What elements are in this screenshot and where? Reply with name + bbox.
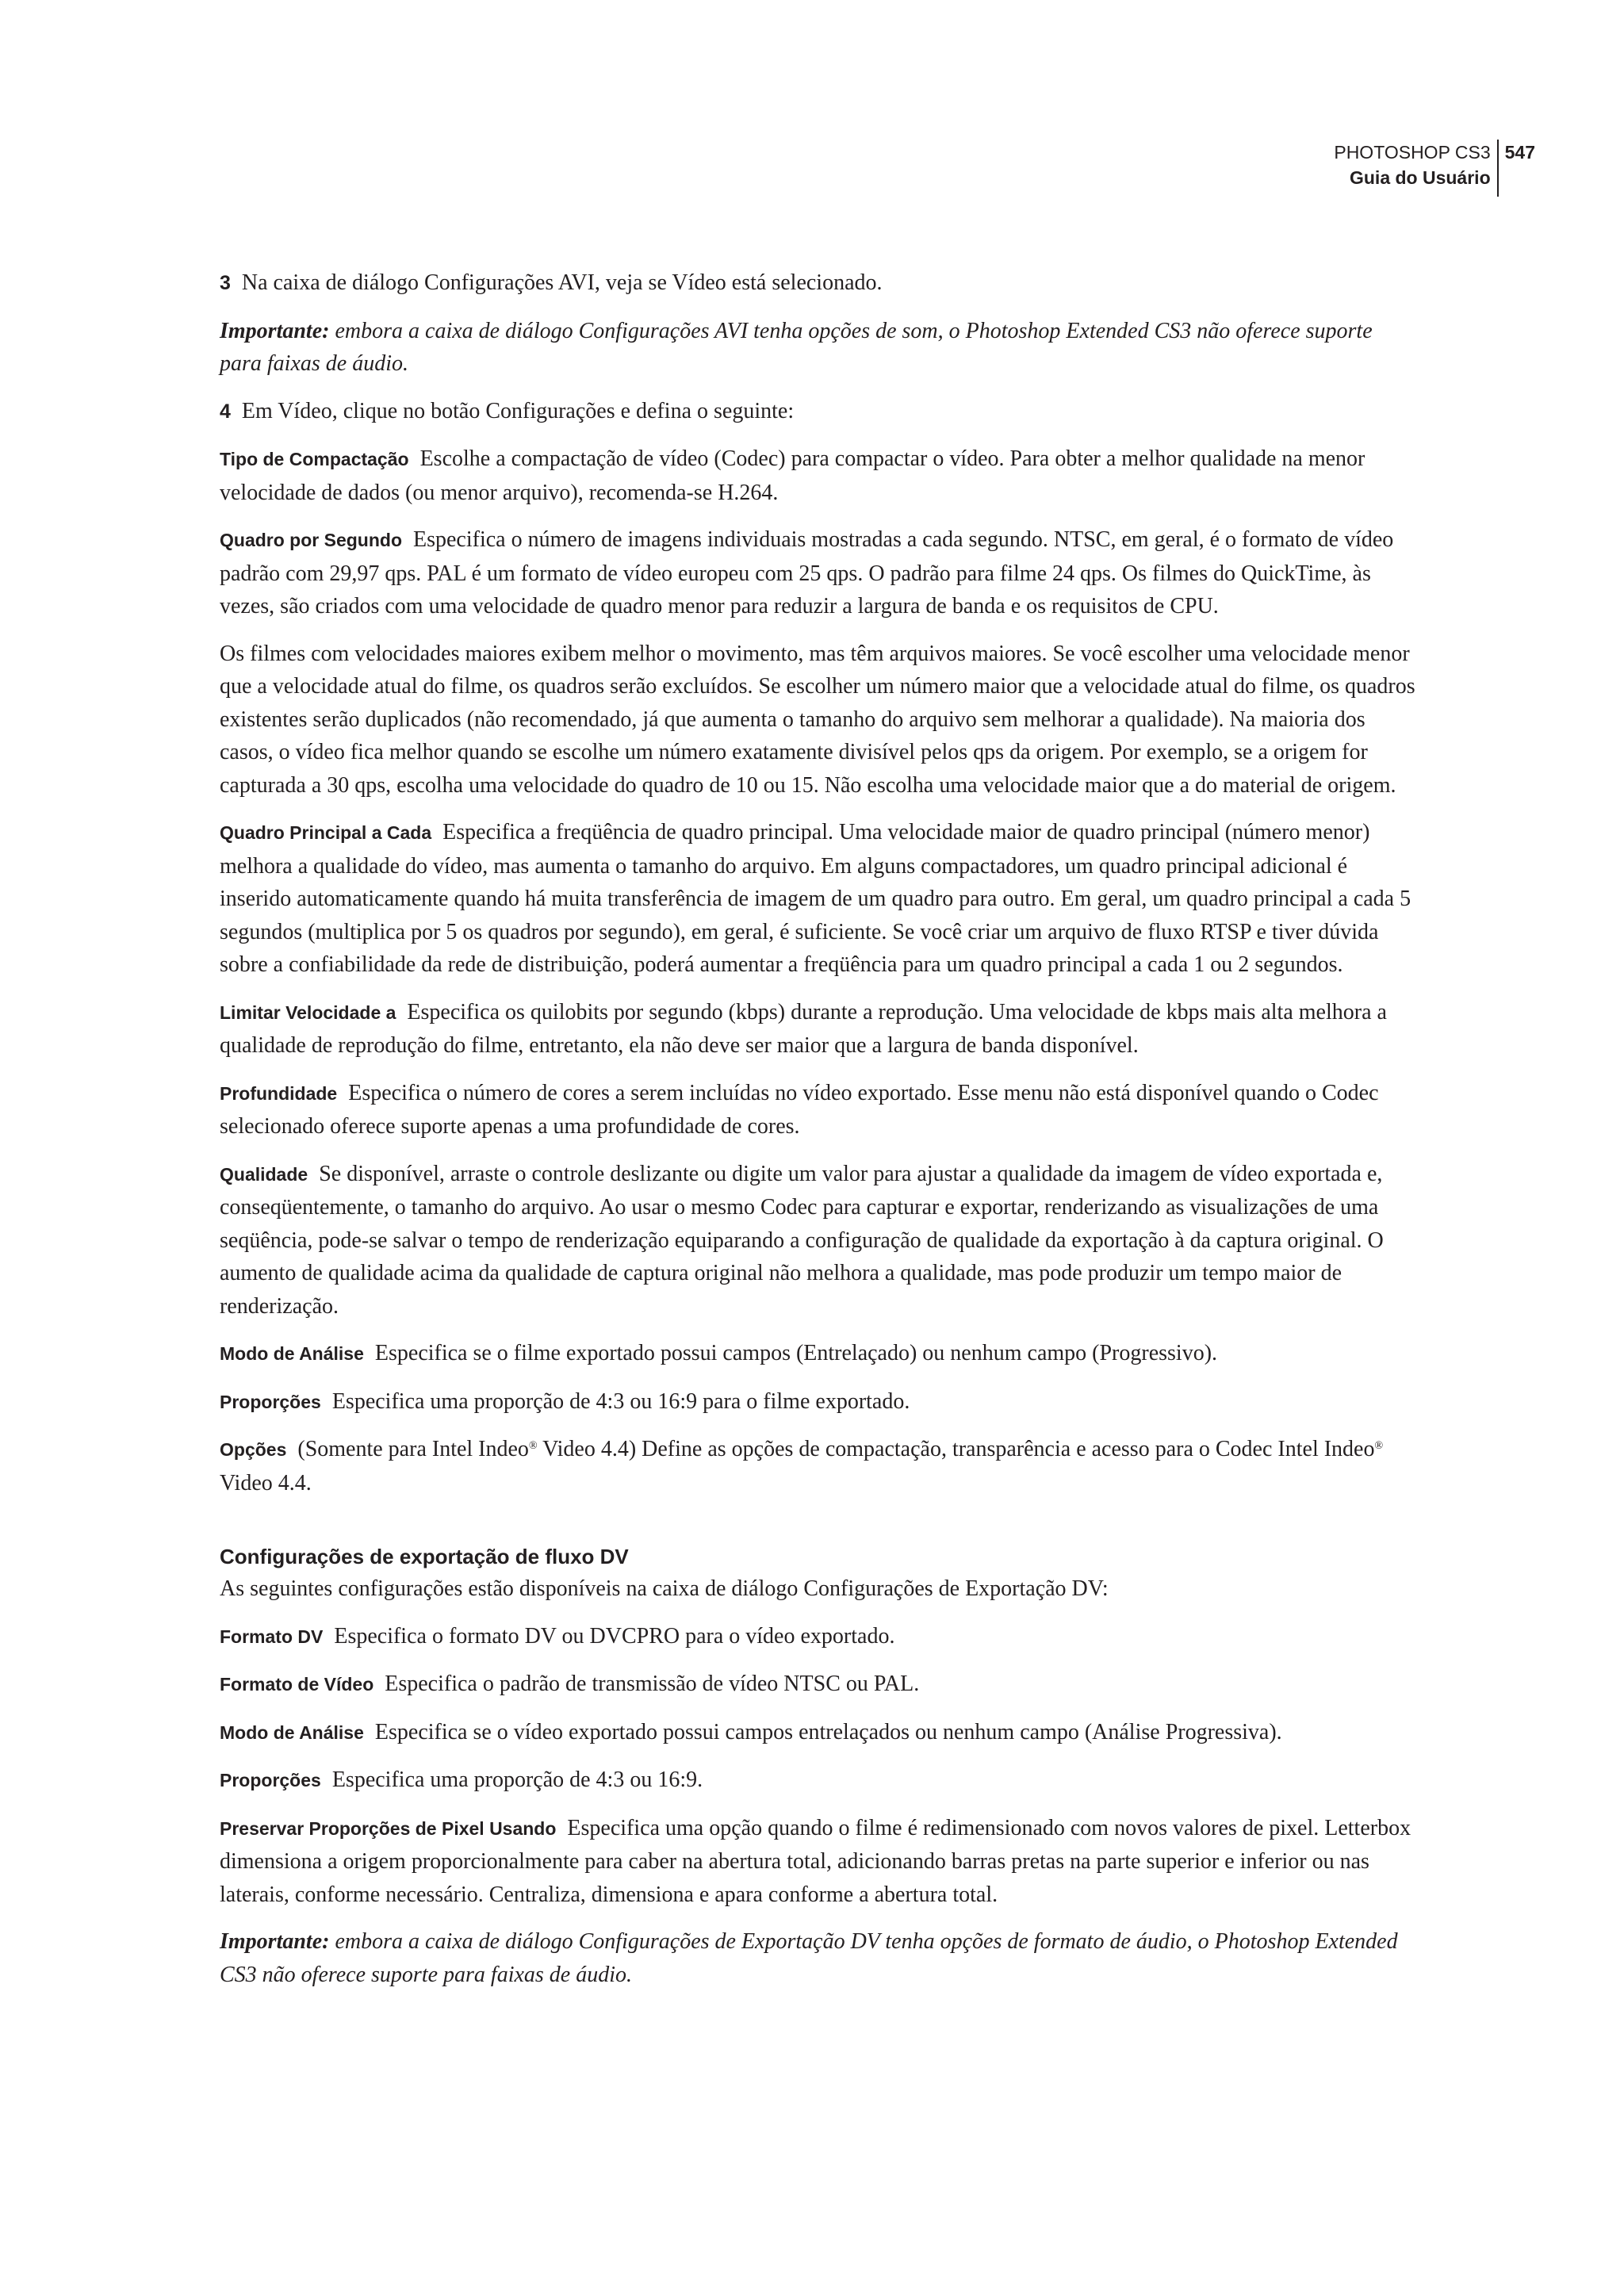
- page-number: 547: [1504, 142, 1535, 163]
- definition-term: Limitar Velocidade a: [220, 1001, 396, 1023]
- definition-item: [220, 1812, 1419, 1912]
- definition-text: Os filmes com velocidades maiores exibem melhor o movimento, mas têm arquivos maiores. Se você escolher uma velocidade menor que a velocidade atual do filme, os quadros serão excluídos. Se escolher um número maior que a velocidade atual do filme, os quadros existentes serão duplicados (não recomendado, já que aumenta o tamanho do arquivo sem melhorar a qualidade). Na maioria dos casos, o vídeo fica melhor quando se escolhe um número exatamente divisível pelos qps da origem. Por exemplo, se a origem for capturada a 30 qps, escolha uma velocidade do quadro de 10 ou 15. Não escolha uma velocidade maior que a do material de origem.: [220, 641, 1415, 798]
- step-4: [220, 395, 1419, 429]
- definition-item: [220, 1716, 1419, 1750]
- definition-text: Especifica uma proporção de 4:3 ou 16:9.: [331, 1767, 703, 1792]
- definition-text: Especifica uma proporção de 4:3 ou 16:9 para o filme exportado.: [331, 1388, 910, 1414]
- definition-item: [220, 1337, 1419, 1371]
- definition-item: [220, 1764, 1419, 1798]
- important-label: Importante:: [220, 318, 330, 343]
- important-note-avi: [220, 315, 1419, 381]
- definition-text: Escolhe a compactação de vídeo (Codec) para compactar o vídeo. Para obter a melhor qualidade na menor velocidade de dados (ou menor arquivo), recomenda-se H.264.: [220, 446, 1365, 505]
- registered-mark: ®: [1374, 1440, 1384, 1452]
- definition-item: [220, 1158, 1419, 1323]
- step-3: [220, 266, 1419, 301]
- header-titles: [1334, 140, 1496, 197]
- definition-item: [220, 996, 1419, 1063]
- definition-term: Proporções: [220, 1391, 321, 1412]
- definition-text: Especifica os quilobits por segundo (kbps) durante a reprodução. Uma velocidade de kbps mais alta melhora a qualidade de reprodução do filme, entretanto, ela não deve ser maior que a largura de banda disponível.: [220, 999, 1387, 1058]
- definition-item: [220, 1620, 1419, 1654]
- definition-term: Tipo de Compactação: [220, 449, 409, 469]
- definition-text: Especifica a freqüência de quadro principal. Uma velocidade maior de quadro principal (número menor) melhora a qualidade do vídeo, mas aumenta o tamanho do arquivo. Em alguns compactadores, um quadro principal adicional é inserido automaticamente quando há muita transferência de imagem de um quadro para outro. Em geral, um quadro principal a cada 5 segundos (multiplica por 5 os quadros por segundo), em geral, é suficiente. Se você criar um arquivo de fluxo RTSP e tiver dúvida sobre a confiabilidade da rede de distribuição, poderá aumentar a freqüência para um quadro principal a cada 1 ou 2 segundos.: [220, 820, 1411, 977]
- definition-term: Modo de Análise: [220, 1721, 364, 1743]
- definition-term: Profundidade: [220, 1082, 338, 1104]
- definition-item: [220, 1668, 1419, 1702]
- definition-item: [220, 1385, 1419, 1419]
- step-4-number: 4: [220, 400, 231, 423]
- definition-text: Especifica se o filme exportado possui campos (Entrelaçado) ou nenhum campo (Progressivo).: [374, 1341, 1218, 1365]
- definition-text: Especifica o número de cores a serem incluídas no vídeo exportado. Esse menu não está disponível quando o Codec selecionado oferece suporte apenas a uma profundidade de cores.: [220, 1080, 1379, 1139]
- definition-term: Formato DV: [220, 1626, 324, 1647]
- important-text: embora a caixa de diálogo Configurações de Exportação DV tenha opções de formato de áudio, o Photoshop Extended CS3 não oferece suporte para faixas de áudio.: [220, 1929, 1398, 1987]
- definition-term: Quadro Principal a Cada: [220, 822, 432, 843]
- page-header: [1334, 140, 1535, 197]
- definition-text: Video 4.4) Define as opções de compactação, transparência e acesso para o Codec Intel Indeo: [537, 1437, 1375, 1461]
- definition-text: Video 4.4.: [220, 1470, 312, 1496]
- header-product: PHOTOSHOP CS3: [1334, 142, 1491, 163]
- definition-text: Especifica uma opção quando o filme é redimensionado com novos valores de pixel. Letterbox dimensiona a origem proporcionalmente para caber na abertura total, adicionando barras pretas na parte superior e inferior ou nas laterais, conforme necessário. Centraliza, dimensiona e apara conforme a abertura total.: [220, 1815, 1411, 1907]
- definition-text: Especifica o número de imagens individuais mostradas a cada segundo. NTSC, em geral, é o formato de vídeo padrão com 29,97 qps. PAL é um formato de vídeo europeu com 25 qps. O padrão para filme 24 qps. Os filmes do QuickTime, às vezes, são criados com uma velocidade de quadro menor para reduzir a largura de banda e os requisitos de CPU.: [220, 527, 1394, 618]
- definition-item-opcoes: [220, 1433, 1419, 1499]
- definition-item: [220, 1077, 1419, 1143]
- section-intro: As seguintes configurações estão disponíveis na caixa de diálogo Configurações de Exportação DV:: [220, 1576, 1109, 1601]
- definition-item: [220, 442, 1419, 509]
- step-4-text: Em Vídeo, clique no botão Configurações e defina o seguinte:: [241, 398, 795, 423]
- important-label: Importante:: [220, 1929, 330, 1954]
- definition-text: Se disponível, arraste o controle deslizante ou digite um valor para ajustar a qualidade da imagem de vídeo exportada e, conseqüentemente, o tamanho do arquivo. Ao usar o mesmo Codec para capturar e exportar, renderizando as visualizações de uma seqüência, pode-se salvar o tempo de renderização equiparando a configuração de qualidade da exportação à da captura original. O aumento de qualidade acima da qualidade de captura original não melhora a qualidade, mas pode produzir um tempo maior de renderização.: [220, 1161, 1384, 1319]
- definition-text: (Somente para Intel Indeo: [297, 1437, 529, 1461]
- definition-item: [220, 523, 1419, 623]
- important-text: embora a caixa de diálogo Configurações AVI tenha opções de som, o Photoshop Extended CS3 não oferece suporte para faixas de áudio.: [220, 318, 1373, 376]
- section-heading: Configurações de exportação de fluxo DV: [220, 1545, 629, 1568]
- page-content: [220, 266, 1419, 2005]
- definition-term: Modo de Análise: [220, 1343, 364, 1364]
- definition-term: Quadro por Segundo: [220, 530, 402, 550]
- step-3-number: 3: [220, 272, 231, 294]
- definition-item: [220, 816, 1419, 982]
- definition-term: Proporções: [220, 1770, 321, 1790]
- definition-term: Formato de Vídeo: [220, 1674, 374, 1695]
- important-note-dv: [220, 1925, 1419, 1991]
- registered-mark: ®: [528, 1440, 538, 1452]
- definition-term: Qualidade: [220, 1163, 308, 1185]
- definition-term: Preservar Proporções de Pixel Usando: [220, 1817, 557, 1839]
- header-guide: Guia do Usuário: [1349, 167, 1491, 188]
- definition-text: Especifica se o vídeo exportado possui campos entrelaçados ou nenhum campo (Análise Progressiva).: [374, 1719, 1282, 1744]
- definition-text: Especifica o padrão de transmissão de vídeo NTSC ou PAL.: [385, 1672, 920, 1696]
- definition-text: Especifica o formato DV ou DVCPRO para o vídeo exportado.: [334, 1623, 895, 1649]
- step-3-text: Na caixa de diálogo Configurações AVI, veja se Vídeo está selecionado.: [241, 270, 883, 295]
- definition-term: Opções: [220, 1439, 287, 1460]
- definition-continuation: [220, 638, 1419, 802]
